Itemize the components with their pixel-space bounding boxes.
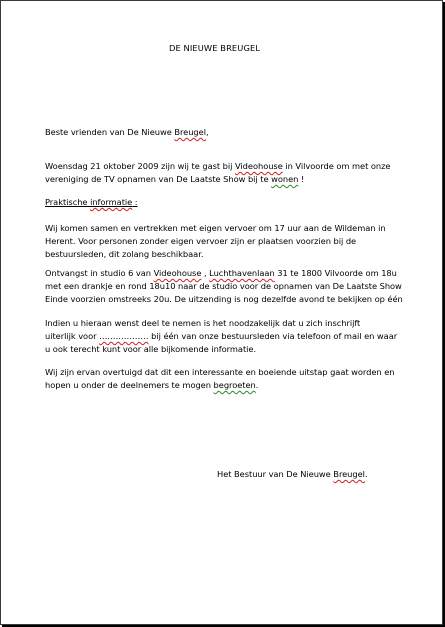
practical-info-heading: [45, 196, 138, 209]
salutation-text: Beste vrienden van De Nieuwe: [45, 127, 175, 137]
intro-text: in Vilvoorde om met onze: [282, 161, 391, 171]
para2-text: Ontvangst in studio 6 van: [45, 268, 154, 278]
para2-street: Luchthavenlaan: [209, 268, 275, 278]
signature: [217, 468, 368, 481]
salutation-name: Breugel: [174, 127, 206, 137]
heading-colon: :: [132, 197, 138, 207]
heading-text: Praktische: [45, 197, 91, 207]
para3-line-2: [45, 330, 397, 343]
salutation-line: [45, 126, 209, 139]
para4-text: hopen u onder de deelnemers te mogen: [45, 380, 214, 390]
signature-text: Het Bestuur van De Nieuwe: [217, 469, 334, 479]
para3-line-3: u ook terecht kunt voor alle bijkomende informatie.: [45, 344, 257, 354]
signature-name: Breugel: [333, 469, 365, 479]
salutation-end: ,: [205, 127, 209, 137]
para4-word: begroeten: [213, 380, 256, 390]
para2-text: ,: [201, 268, 210, 278]
intro-word: wonen: [271, 174, 299, 184]
para4-line-1: Wij zijn ervan overtuigd dat dit een interessante en boeiende uitstap gaat worden en: [45, 367, 395, 377]
intro-line-1: [45, 160, 390, 173]
para3-text: bij één van onze bestuursleden via telefoon of mail en waar: [148, 331, 398, 341]
para2-line-3: Einde voorzien omstreeks 20u. De uitzending is nog dezelfde avond te bekijken op één: [45, 294, 403, 304]
intro-text: !: [298, 174, 305, 184]
heading-word: informatie: [90, 197, 133, 207]
intro-text: Woensdag 21 oktober 2009 zijn wij te gast bij: [45, 161, 235, 171]
signature-end: .: [364, 469, 368, 479]
para2-venue: Videohouse: [153, 268, 202, 278]
para2-line-1: [45, 267, 397, 280]
document-title: DE NIEUWE BREUGEL: [168, 43, 261, 53]
para3-text: uiterlijk voor: [45, 331, 100, 341]
para4-line-2: [45, 379, 258, 392]
para3-line-1: Indien u hieraan wenst deel te nemen is het noodzakelijk dat u zich inschrijft: [45, 318, 361, 328]
para2-text: 31 te 1800 Vilvoorde om 18u: [274, 268, 397, 278]
para1-line-1: Wij komen samen en vertrekken met eigen vervoer om 17 uur aan de Wildeman in: [45, 223, 386, 233]
para1-line-3: bestuursleden, dit zolang beschikbaar.: [45, 249, 204, 259]
intro-line-2: [45, 173, 304, 186]
para2-line-2: met een drankje en rond 18u10 naar de studio voor de opnamen van De Laatste Show: [45, 281, 402, 291]
para4-text: .: [255, 380, 259, 390]
intro-text: vereniging de TV opnamen van De Laatste Show bij te: [45, 174, 272, 184]
para1-line-2: Herent. Voor personen zonder eigen vervoer zijn er plaatsen voorzien bij de: [45, 236, 357, 246]
intro-venue: Videohouse: [234, 161, 283, 171]
date-placeholder: ………………: [99, 331, 149, 341]
